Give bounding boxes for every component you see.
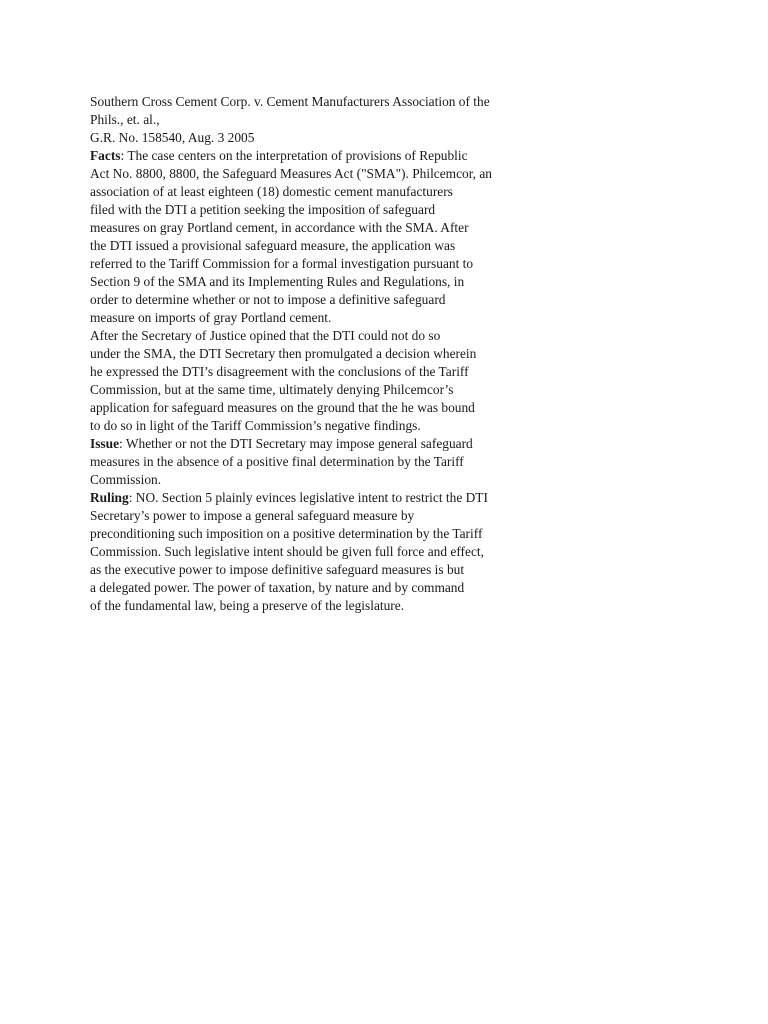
ruling-line — [90, 489, 560, 507]
facts-continuation-line: to do so in light of the Tariff Commission’s negative findings. — [90, 418, 421, 433]
facts-line: Section 9 of the SMA and its Implementing Rules and Regulations, in — [90, 274, 465, 289]
issue-label: Issue — [90, 436, 120, 451]
facts-line: referred to the Tariff Commission for a formal investigation pursuant to — [90, 256, 474, 271]
facts-continuation-line: under the SMA, the DTI Secretary then promulgated a decision wherein — [90, 346, 477, 361]
ruling-line: preconditioning such imposition on a positive determination by the Tariff — [90, 526, 483, 541]
case-citation: G.R. No. 158540, Aug. 3 2005 — [90, 130, 255, 145]
ruling-text: : NO. Section 5 plainly evinces legislative intent to restrict the DTI — [128, 490, 488, 505]
issue-line: Commission. — [90, 472, 162, 487]
ruling-label: Ruling — [90, 490, 129, 505]
facts-continuation-line: After the Secretary of Justice opined that the DTI could not do so — [90, 328, 441, 343]
case-title-line-2: Phils., et. al., — [90, 112, 160, 127]
facts-line — [90, 147, 560, 165]
facts-line: order to determine whether or not to impose a definitive safeguard — [90, 292, 446, 307]
facts-continuation-line: he expressed the DTI’s disagreement with the conclusions of the Tariff — [90, 364, 469, 379]
facts-line: Act No. 8800, 8800, the Safeguard Measures Act ("SMA"). Philcemcor, an — [90, 166, 492, 181]
facts-line: filed with the DTI a petition seeking the imposition of safeguard — [90, 202, 436, 217]
ruling-line: Secretary’s power to impose a general safeguard measure by — [90, 508, 415, 523]
issue-line: measures in the absence of a positive final determination by the Tariff — [90, 454, 464, 469]
facts-line: the DTI issued a provisional safeguard measure, the application was — [90, 238, 456, 253]
ruling-line: of the fundamental law, being a preserve of the legislature. — [90, 598, 405, 613]
case-title-line-1: Southern Cross Cement Corp. v. Cement Manufacturers Association of the — [90, 94, 490, 109]
ruling-line: as the executive power to impose definitive safeguard measures is but — [90, 562, 465, 577]
ruling-line: a delegated power. The power of taxation, by nature and by command — [90, 580, 465, 595]
facts-line: association of at least eighteen (18) domestic cement manufacturers — [90, 184, 453, 199]
facts-continuation-line: Commission, but at the same time, ultimately denying Philcemcor’s — [90, 382, 454, 397]
issue-text: : Whether or not the DTI Secretary may impose general safeguard — [119, 436, 473, 451]
issue-line — [90, 435, 560, 453]
case-digest — [90, 93, 560, 615]
facts-text: : The case centers on the interpretation of provisions of Republic — [120, 148, 468, 163]
ruling-line: Commission. Such legislative intent should be given full force and effect, — [90, 544, 484, 559]
facts-line: measure on imports of gray Portland cement. — [90, 310, 332, 325]
facts-continuation-line: application for safeguard measures on the ground that the he was bound — [90, 400, 475, 415]
facts-label: Facts — [90, 148, 121, 163]
facts-line: measures on gray Portland cement, in accordance with the SMA. After — [90, 220, 469, 235]
